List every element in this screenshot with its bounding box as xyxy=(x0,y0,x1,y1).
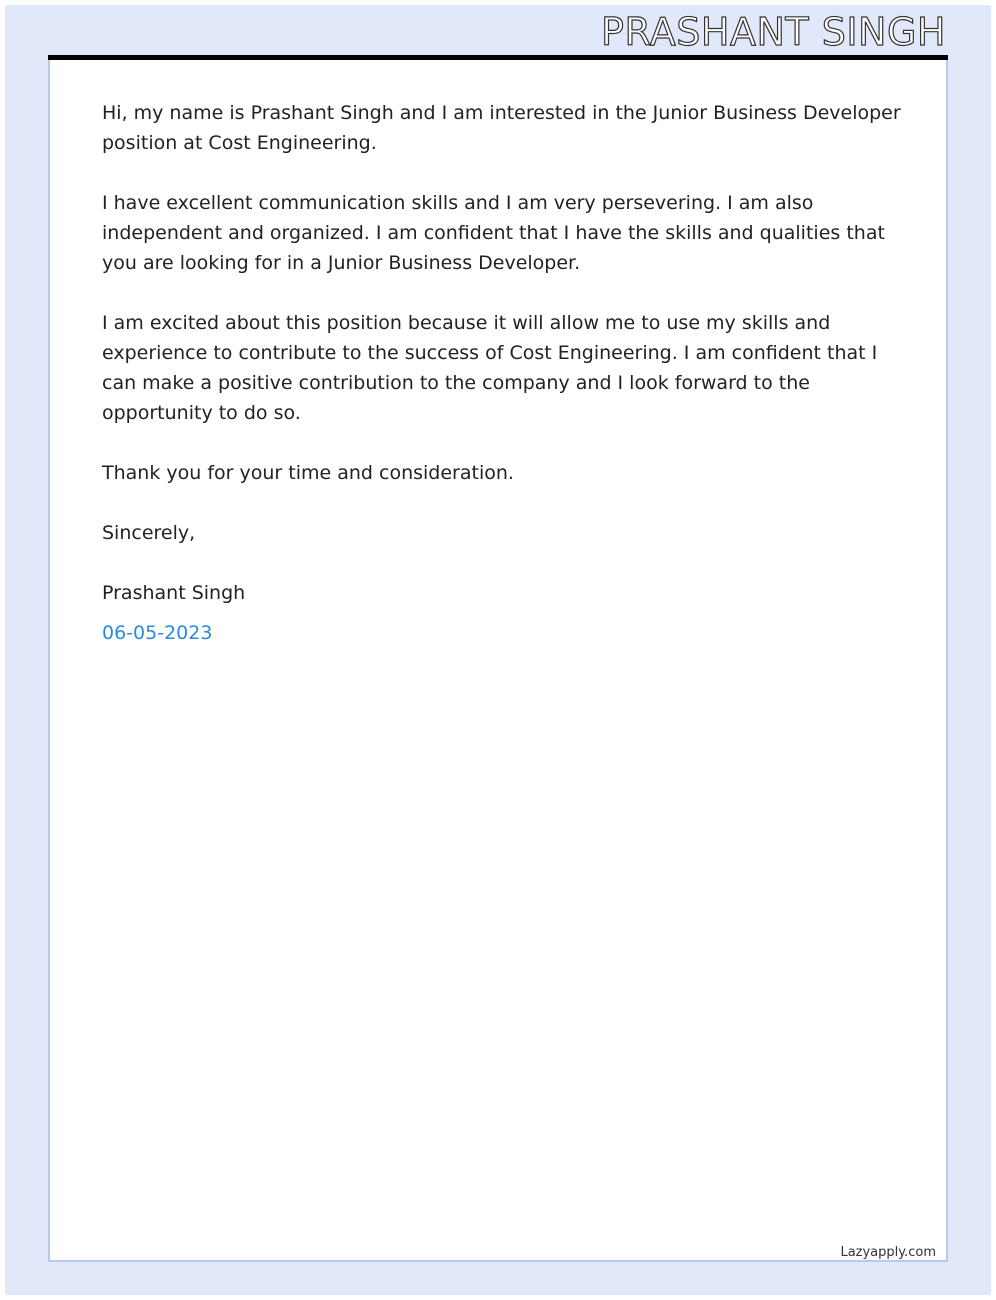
closing-line: Sincerely, xyxy=(102,522,196,544)
paragraph-skills: I have excellent communication skills and I am very persevering. I am also independent and organized. I am confident that I have the skills and qualities that you are looking for in a Junior Business Developer. xyxy=(102,192,885,274)
letter-body xyxy=(102,98,902,678)
footer-brand: Lazyapply.com xyxy=(840,1245,936,1260)
header-name: PRASHANT SINGH xyxy=(601,10,946,54)
paragraph-thanks: Thank you for your time and consideration. xyxy=(102,462,514,484)
paragraph-intro: Hi, my name is Prashant Singh and I am interested in the Junior Business Developer position at Cost Engineering. xyxy=(102,102,901,154)
letter-page xyxy=(48,60,948,1262)
letter-date: 06-05-2023 xyxy=(102,622,213,644)
paragraph-motivation: I am excited about this position because it will allow me to use my skills and experience to contribute to the success of Cost Engineering. I am confident that I can make a positive contribution to the company and I look forward to the opportunity to do so. xyxy=(102,312,878,424)
signature-name: Prashant Singh xyxy=(102,582,246,604)
